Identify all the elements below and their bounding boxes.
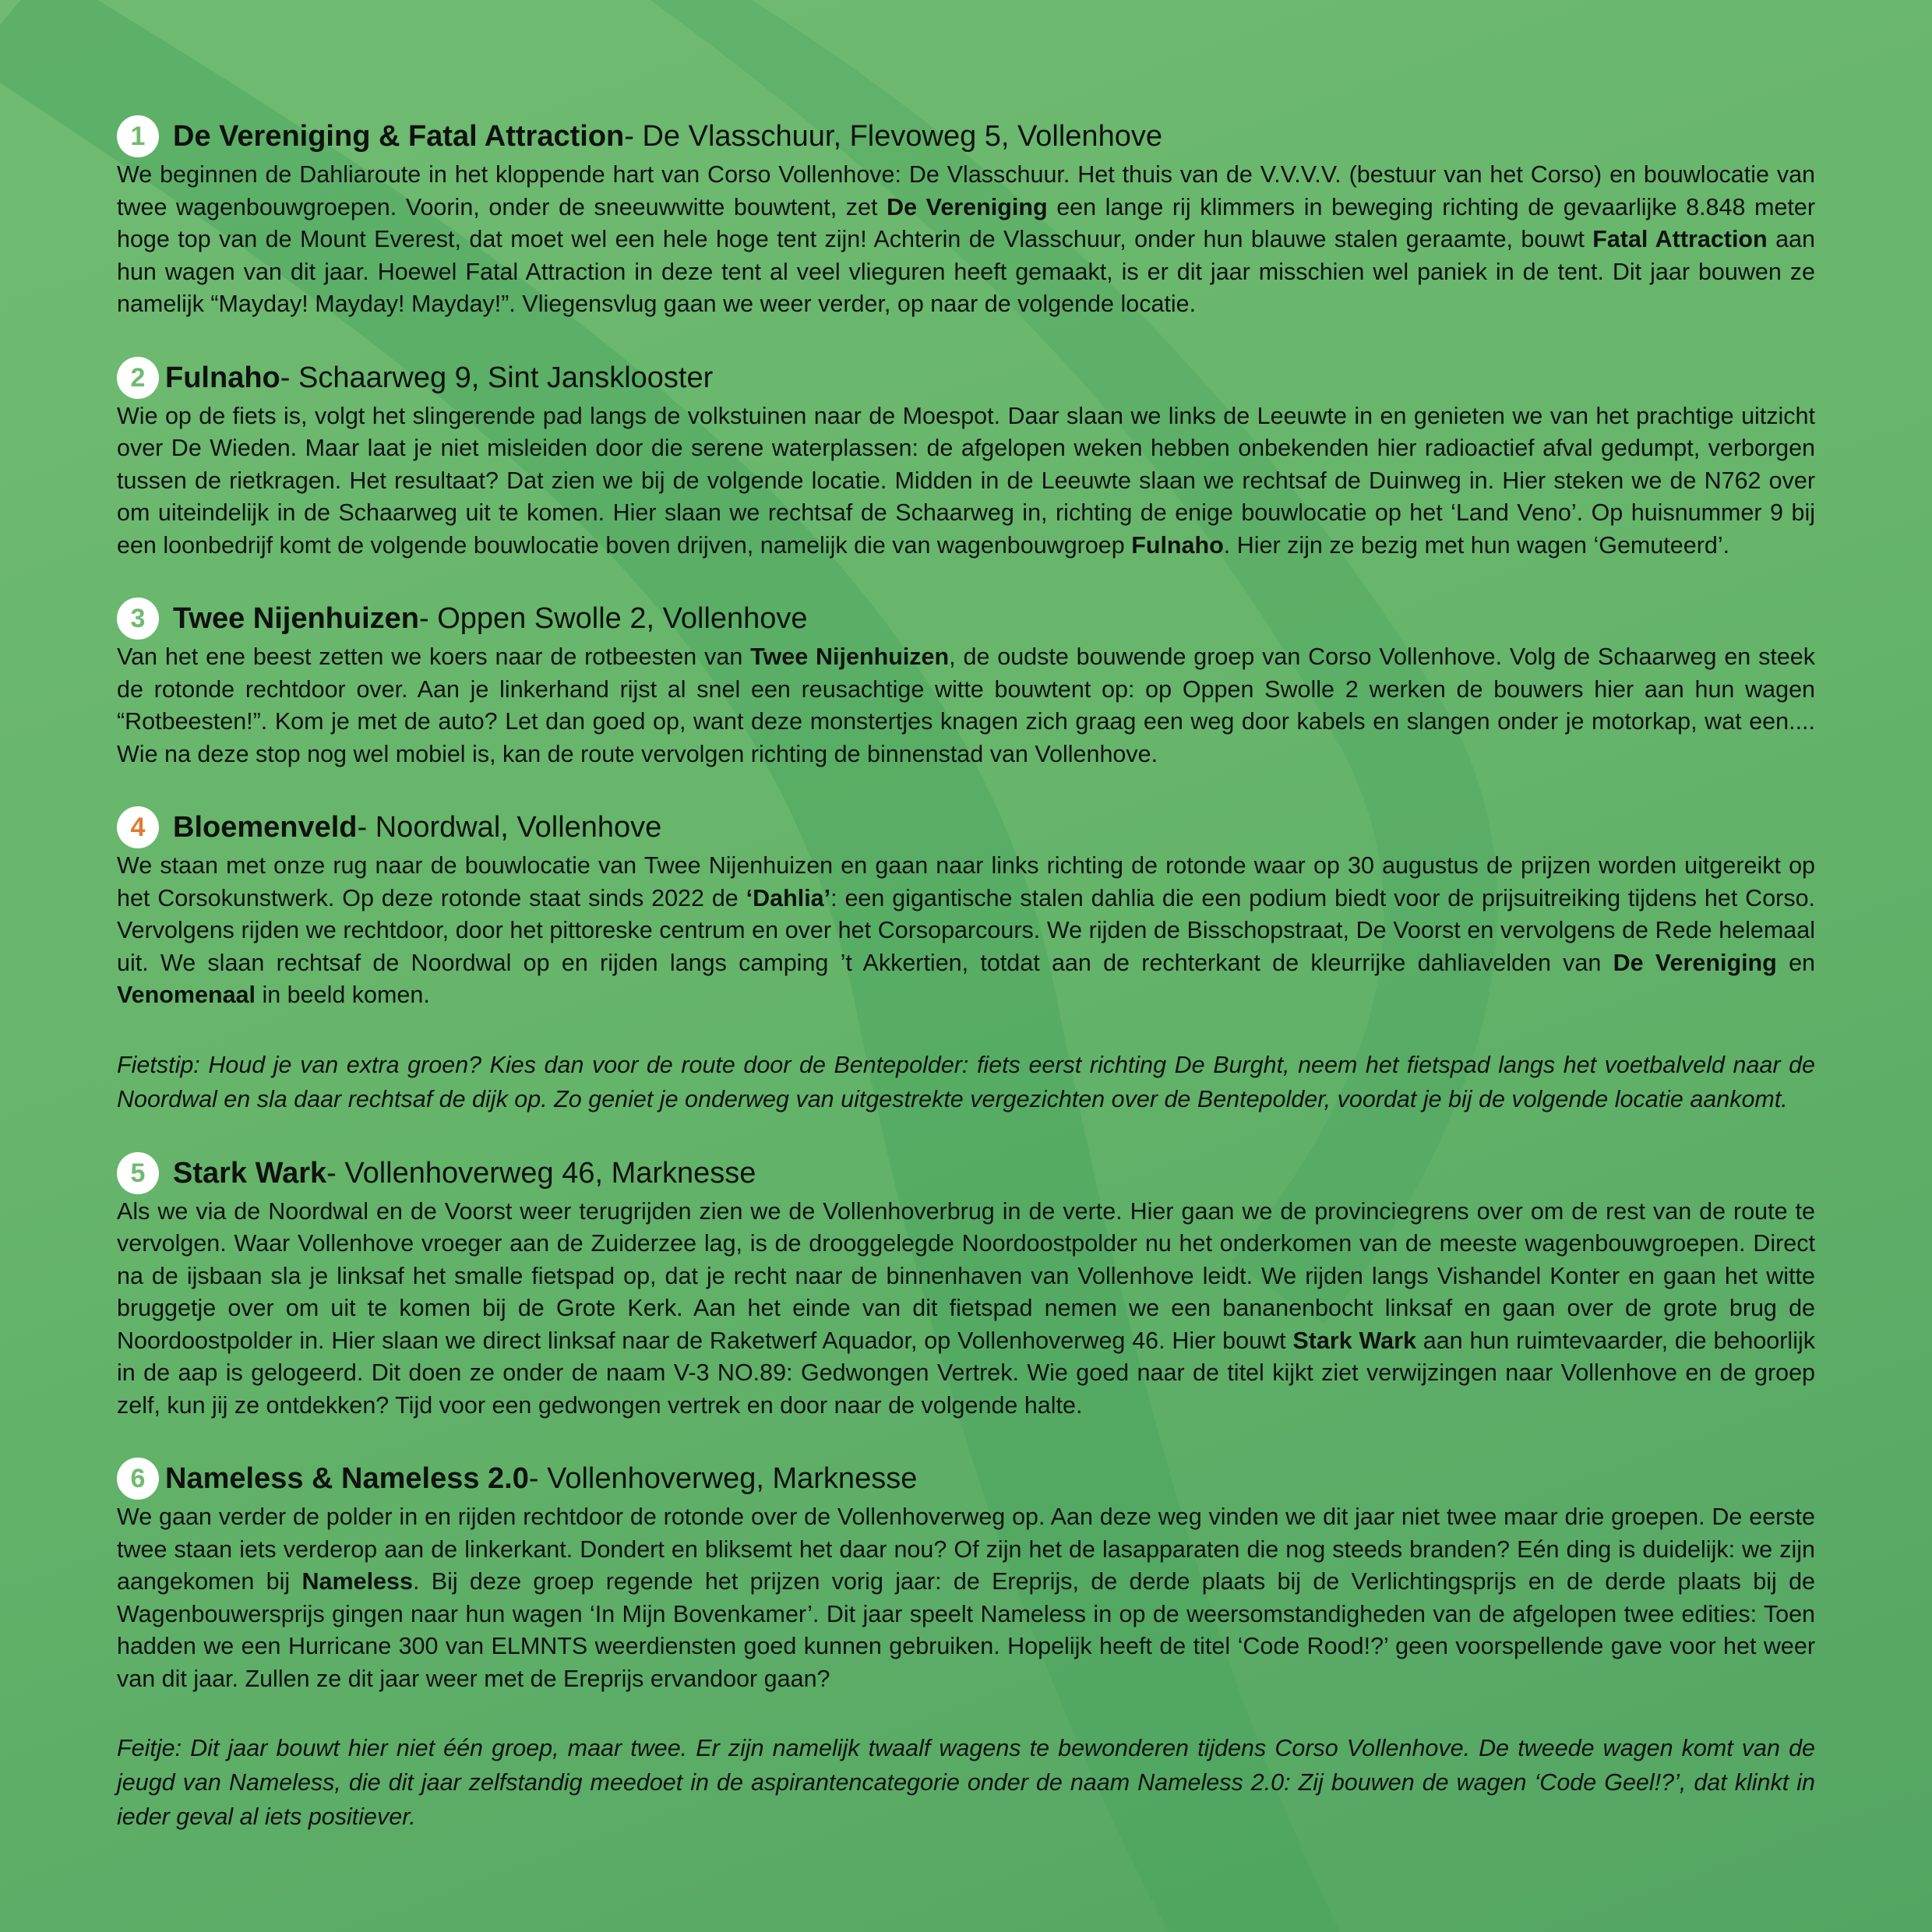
stop-group-name: Stark Wark (173, 1156, 327, 1190)
dahliaroute-content (117, 115, 1815, 1870)
cycling-tip: Fietstip: Houd je van extra groen? Kies dan voor de route door de Bentepolder: fiets eerst richting De Burght, neem het fietspad langs het voetbalveld naar de Noordwal en sla daar rechtsaf de dijk op. Zo geniet je onderweg van uitgestrekte vergezichten over de Bentepolder, voordat je bij de volgende locatie aankomt. (117, 1051, 1815, 1112)
text-run: , de oudste bouwende groep van Corso Vollenhove. Volg de Schaarweg en steek de rotonde rechtdoor over. Aan je linkerhand rijst al snel een reusachtige witte bouwtent op: op Oppen Swolle 2 werken de bouwers hier aan hun wagen “Rotbeesten!”. Kom je met de auto? Let dan goed op, want deze monstertjes knagen zich graag een weg door kabels en slangen onder je motorkap, wat een.... Wie na deze stop nog wel mobiel is, kan de route vervolgen richting de binnenstad van Vollenhove. (117, 643, 1815, 767)
stop-4 (117, 806, 1815, 1116)
text-run: . Bij deze groep regende het prijzen vorig jaar: de Ereprijs, de derde plaats bij de Verlichtingsprijs en de derde plaats bij de Wagenbouwersprijs gingen naar hun wagen ‘In Mijn Bovenkamer’. Dit jaar speelt Nameless in op de weersomstandigheden van de afgelopen twee edities: Toen hadden we een Hurricane 300 van ELMNTS weerdiensten goed kunnen gebruiken. Hopelijk heeft de titel ‘Code Rood!?’ geen voorspellende gave voor het weer van dit jaar. Zullen ze dit jaar weer met de Ereprijs ervandoor gaan? (117, 1568, 1815, 1692)
bold-text-run: Fatal Attraction (1592, 226, 1768, 252)
stop-group-name: Bloemenveld (173, 811, 358, 844)
stop-3-heading (117, 598, 1815, 640)
stop-3 (117, 598, 1815, 770)
stop-6 (117, 1458, 1815, 1834)
stop-2 (117, 357, 1815, 562)
text-run: aan hun wagen van dit jaar. Hoewel Fatal Attraction in deze tent al veel vlieguren heeft gemaakt, is er dit jaar misschien wel paniek in de tent. Dit jaar bouwen ze namelijk “Mayday! Mayday! Mayday!”. Vliegensvlug gaan we weer verder, op naar de volgende locatie. (117, 226, 1815, 317)
fun-fact: Feitje: Dit jaar bouwt hier niet één groep, maar twee. Er zijn namelijk twaalf wagens te bewonderen tijdens Corso Vollenhove. De tweede wagen komt van de jeugd van Nameless, die dit jaar zelfstandig meedoet in de aspirantencategorie onder de naam Nameless 2.0: Zij bouwen de wagen ‘Code Geel!?’, dat klinkt in ieder geval al iets positiever. (117, 1735, 1815, 1830)
stop-location: - Vollenhoverweg 46, Marknesse (326, 1156, 756, 1190)
stop-description (117, 1196, 1815, 1423)
stop-description (117, 159, 1815, 321)
stop-location: - Vollenhoverweg, Marknesse (528, 1462, 918, 1495)
bold-text-run: Twee Nijenhuizen (750, 643, 950, 670)
stop-description (117, 850, 1815, 1012)
stop-number-badge: 5 (117, 1152, 159, 1194)
stop-group-name: Twee Nijenhuizen (173, 602, 420, 635)
stop-number-badge: 2 (117, 357, 159, 399)
bold-text-run: Nameless (301, 1568, 413, 1595)
stop-location: - De Vlasschuur, Flevoweg 5, Vollenhove (624, 120, 1162, 153)
stop-group-name: Nameless & Nameless 2.0 (165, 1462, 529, 1495)
text-run: een lange rij klimmers in beweging richting de gevaarlijke 8.848 meter hoge top van de Mount Everest, dat moet wel een hele hoge tent zijn! Achterin de Vlasschuur, onder hun blauwe stalen geraamte, bouwt (117, 193, 1816, 252)
bold-text-run: Fulnaho (1131, 531, 1224, 559)
text-run: We beginnen de Dahliaroute in het kloppende hart van Corso Vollenhove: De Vlasschuur. Het thuis van de V.V.V.V. (bestuur van het Corso) en bouwlocatie van twee wagenbouwgroepen. Voorin, onder de sneeuwwitte bouwtent, zet (117, 161, 1815, 220)
stop-2-heading (117, 357, 1815, 399)
text-run: Als we via de Noordwal en de Voorst weer terugrijden zien we de Vollenhoverbrug in de verte. Hier gaan we de provinciegrens over om de rest van de route te vervolgen. Waar Vollenhove vroeger aan de Zuiderzee lag, is de drooggelegde Noordoostpolder nu het onderkomen van de meeste wagenbouwgroepen. Direct na de ijsbaan sla je linksaf het smalle fietspad op, dat je recht naar de binnenhaven van Vollenhove leidt. We rijden langs Vishandel Konter en gaan het witte bruggetje over om uit te komen bij de Grote Kerk. Aan het einde van dit fietspad nemen we een bananenbocht linksaf en gaan over de grote brug de Noordoostpolder in. Hier slaan we direct linksaf naar de Raketwerf Aquador, op Vollenhoverweg 46. Hier bouwt (117, 1197, 1815, 1354)
bold-text-run: Stark Wark (1292, 1327, 1416, 1354)
stop-description (117, 641, 1815, 770)
stop-location: - Schaarweg 9, Sint Jansklooster (280, 361, 714, 394)
stop-description (117, 1501, 1815, 1695)
text-run: Wie op de fiets is, volgt het slingerende pad langs de volkstuinen naar de Moespot. Daar slaan we links de Leeuwte in en genieten we van het prachtige uitzicht over De Wieden. Maar laat je niet misleiden door die serene waterplassen: de afgelopen weken hebben onbekenden hier radioactief afval gedumpt, verborgen tussen de rietkragen. Het resultaat? Dat zien we bij de volgende locatie. Midden in de Leeuwte slaan we rechtsaf de Duinweg in. Hier steken we de N762 over om uiteindelijk in de Schaarweg uit te komen. Hier slaan we rechtsaf de Schaarweg in, richting de enige bouwlocatie op het ‘Land Veno’. Op huisnummer 9 bij een loonbedrijf komt de volgende bouwlocatie boven drijven, namelijk die van wagenbouwgroep (117, 402, 1815, 559)
stop-5-heading (117, 1152, 1815, 1194)
text-run: We staan met onze rug naar de bouwlocatie van Twee Nijenhuizen en gaan naar links richting de rotonde waar op 30 augustus de prijzen worden uitgereikt op het Corsokunstwerk. Op deze rotonde staat sinds 2022 de (117, 852, 1815, 911)
stop-number-badge: 3 (117, 598, 159, 640)
stop-number-badge: 1 (117, 115, 159, 157)
text-run: aan hun ruimtevaarder, die behoorlijk in de aap is gelogeerd. Dit doen ze onder de naam V-3 NO.89: Gedwongen Vertrek. Wie goed naar de titel kijkt ziet verwijzingen naar Vollenhove en de groep zelf, kun jij ze ontdekken? Tijd voor een gedwongen vertrek en door naar de volgende halte. (117, 1327, 1816, 1419)
stop-4-heading (117, 806, 1815, 848)
bold-text-run: Venomenaal (117, 982, 256, 1008)
text-run: : een gigantische stalen dahlia die een podium biedt voor de prijsuitreiking tijdens het Corso. Vervolgens rijden we rechtdoor, door het pittoreske centrum en over het Corsoparcours. We rijden de Bisschopstraat, De Voorst en vervolgens de Rede helemaal uit. We slaan rechtsaf de Noordwal op en rijden langs camping ’t Akkertien, totdat aan de rechterkant de kleurrijke dahliavelden van (117, 884, 1816, 976)
stop-1-heading (117, 115, 1815, 157)
bold-text-run: De Vereniging (887, 193, 1048, 220)
stop-5 (117, 1152, 1815, 1423)
stop-location: - Oppen Swolle 2, Vollenhove (419, 602, 808, 635)
bold-text-run: ‘Dahlia’ (746, 884, 831, 911)
text-run: en (1776, 949, 1816, 976)
stop-number-badge: 6 (117, 1458, 159, 1500)
text-run: Van het ene beest zetten we koers naar de rotbeesten van (117, 643, 751, 670)
stop-group-name: De Vereniging & Fatal Attraction (173, 120, 625, 153)
stop-6-heading (117, 1458, 1815, 1500)
text-run: in beeld komen. (256, 982, 430, 1008)
stop-group-name: Fulnaho (165, 361, 280, 394)
stop-number-badge: 4 (117, 806, 159, 848)
bold-text-run: De Vereniging (1613, 949, 1777, 976)
text-run: We gaan verder de polder in en rijden rechtdoor de rotonde over de Vollenhoverweg op. Aan deze weg vinden we dit jaar niet twee maar drie groepen. De eerste twee staan iets verderop aan de linkerkant. Dondert en bliksemt het daar nou? Of zijn het de lasapparaten die nog steeds branden? Eén ding is duidelijk: we zijn aangekomen bij (117, 1504, 1815, 1595)
text-run: . Hier zijn ze bezig met hun wagen ‘Gemuteerd’. (1223, 531, 1730, 559)
stop-1 (117, 115, 1815, 321)
stop-description (117, 400, 1815, 562)
stop-location: - Noordwal, Vollenhove (357, 811, 662, 844)
